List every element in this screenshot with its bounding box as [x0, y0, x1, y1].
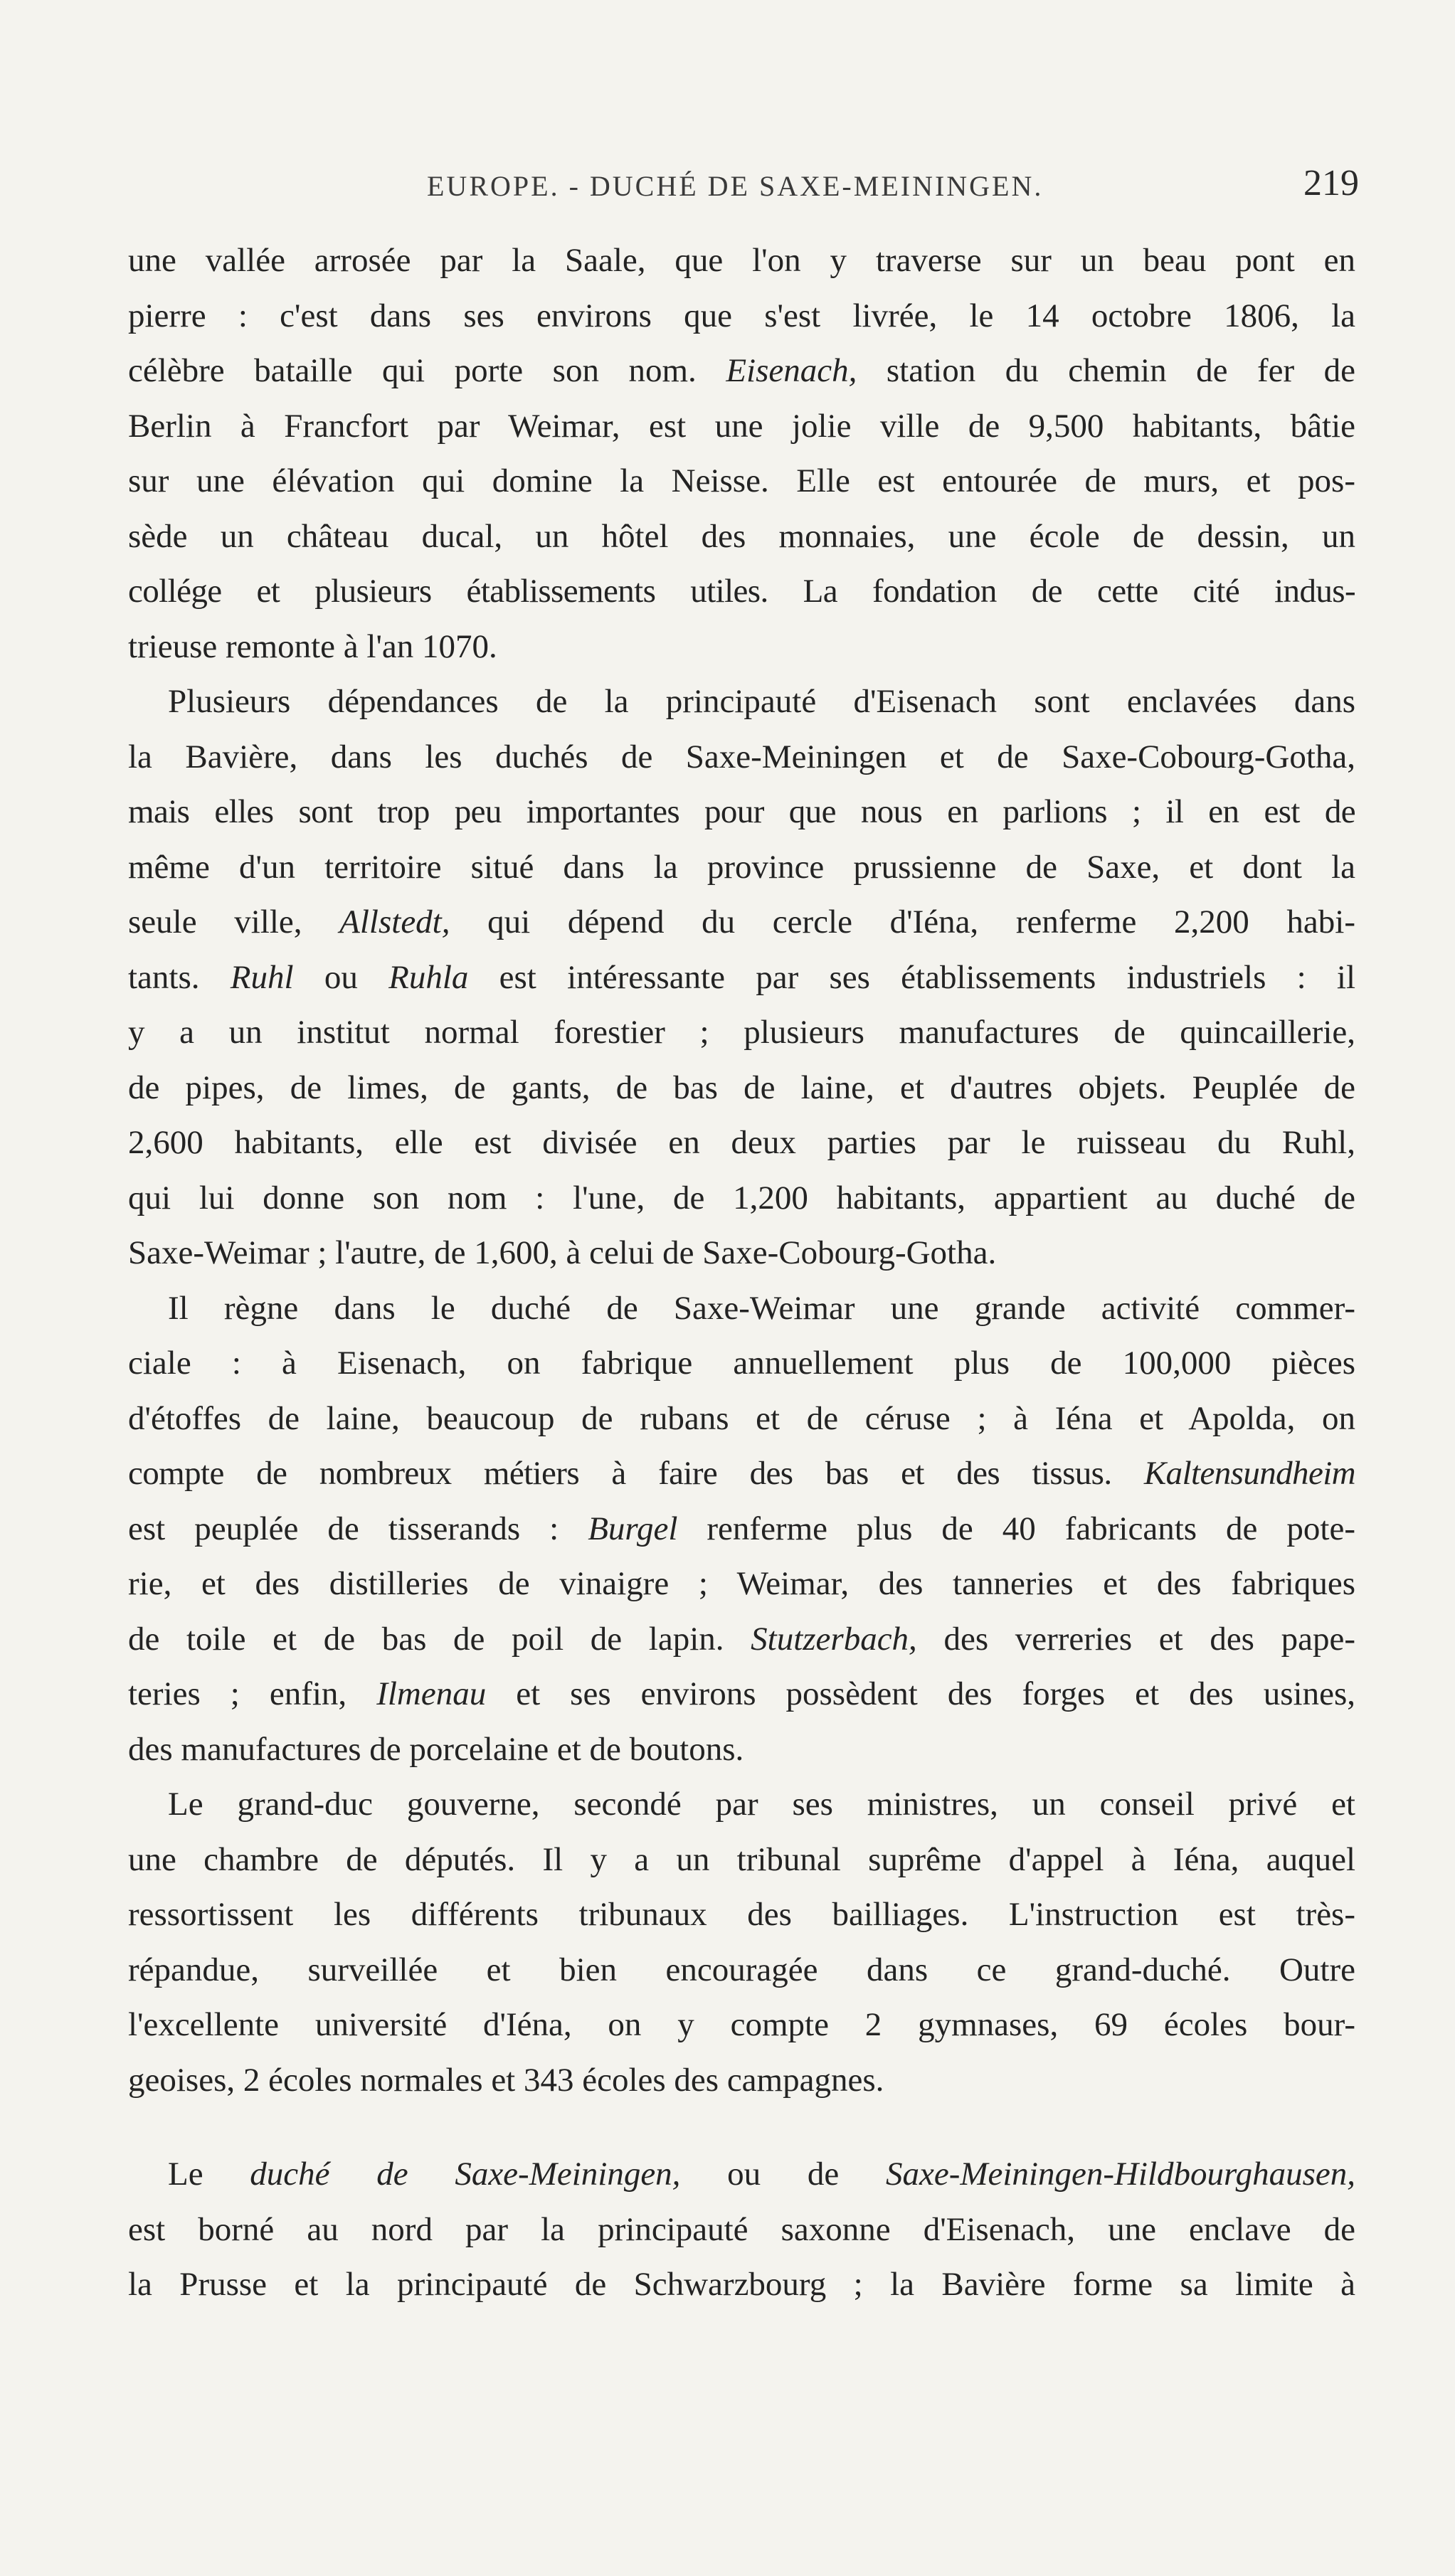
place-name-burgel: Burgel — [588, 1510, 678, 1547]
place-name-stutzerbach: Stutzerbach, — [751, 1620, 917, 1658]
text-line: de toile et de bas de poil de lapin. Stutzerbach, des verreries et des pape- — [128, 1620, 1355, 1658]
text-line: de pipes, de limes, de gants, de bas de laine, et d'autres objets. Peuplée de — [128, 1069, 1355, 1106]
text-line: des manufactures de porcelaine et de boutons. — [128, 1730, 744, 1768]
text-line: geoises, 2 écoles normales et 343 écoles des campagnes. — [128, 2061, 884, 2099]
text-line: rie, et des distilleries de vinaigre ; Weimar, des tanneries et des fabriques — [128, 1565, 1355, 1602]
text-line: Il règne dans le duché de Saxe-Weimar une grande activité commer- — [168, 1289, 1355, 1327]
text-line: une chambre de députés. Il y a un tribunal suprême d'appel à Iéna, auquel — [128, 1840, 1355, 1878]
text-line: est borné au nord par la principauté saxonne d'Eisenach, une enclave de — [128, 2210, 1355, 2248]
text-line: sur une élévation qui domine la Neisse. Elle est entourée de murs, et pos- — [128, 462, 1355, 499]
text-line: sède un château ducal, un hôtel des monnaies, une école de dessin, un — [128, 517, 1355, 555]
text-line: mais elles sont trop peu importantes pour que nous en parlions ; il en est de — [128, 793, 1355, 830]
text-line: d'étoffes de laine, beaucoup de rubans et de céruse ; à Iéna et Apolda, on — [128, 1399, 1355, 1437]
title-saxe-meiningen-hildbourghausen: Saxe-Meiningen-Hildbourghausen, — [885, 2156, 1355, 2193]
body-text — [128, 233, 1355, 2313]
paragraph-gap — [128, 2108, 1355, 2147]
text-line: pierre : c'est dans ses environs que s'est livrée, le 14 octobre 1806, la — [128, 297, 1355, 334]
text-line: compte de nombreux métiers à faire des bas et des tissus. Kaltensundheim — [128, 1455, 1355, 1492]
text-line: est peuplée de tisserands : Burgel renferme plus de 40 fabricants de pote- — [128, 1510, 1356, 1547]
place-name-ruhla: Ruhla — [388, 958, 469, 996]
text-line: qui lui donne son nom : l'une, de 1,200 habitants, appartient au duché de — [128, 1179, 1355, 1217]
place-name-allstedt: Allstedt, — [339, 903, 450, 940]
place-name-ruhl: Ruhl — [230, 958, 294, 996]
text-line: ciale : à Eisenach, on fabrique annuellement plus de 100,000 pièces — [128, 1345, 1355, 1382]
running-head-title: EUROPE. - DUCHÉ DE SAXE-MEININGEN. — [427, 170, 1044, 202]
place-name-eisenach: Eisenach, — [726, 352, 857, 389]
text-line: répandue, surveillée et bien encouragée dans ce grand-duché. Outre — [128, 1951, 1355, 1988]
text-line: Plusieurs dépendances de la principauté d'Eisenach sont enclavées dans — [168, 683, 1355, 720]
text-line: même d'un territoire situé dans la province prussienne de Saxe, et dont la — [128, 848, 1355, 886]
text-line: Le grand-duc gouverne, secondé par ses ministres, un conseil privé et — [168, 1786, 1355, 1823]
text-line: la Bavière, dans les duchés de Saxe-Meiningen et de Saxe-Cobourg-Gotha, — [128, 738, 1355, 775]
text-line: seule ville, Allstedt, qui dépend du cercle d'Iéna, renferme 2,200 habi- — [128, 903, 1356, 940]
text-line: la Prusse et la principauté de Schwarzbourg ; la Bavière forme sa limite à — [128, 2266, 1355, 2303]
text-line: l'excellente université d'Iéna, on y compte 2 gymnases, 69 écoles bour- — [128, 2006, 1355, 2043]
place-name-kaltensundheim: Kaltensundheim — [1143, 1455, 1355, 1492]
text-line: une vallée arrosée par la Saale, que l'on y traverse sur un beau pont en — [128, 242, 1355, 279]
text-line: trieuse remonte à l'an 1070. — [128, 627, 497, 665]
text-line: collége et plusieurs établissements utiles. La fondation de cette cité indus- — [128, 573, 1355, 610]
text-line: Le duché de Saxe-Meiningen, ou de Saxe-Meiningen-Hildbourghausen, — [168, 2156, 1355, 2193]
text-line: ressortissent les différents tribunaux des bailliages. L'instruction est très- — [128, 1896, 1355, 1933]
running-head — [128, 162, 1359, 212]
title-duche-saxe-meiningen: duché de Saxe-Meiningen, — [250, 2156, 681, 2193]
text-line: célèbre bataille qui porte son nom. Eisenach, station du chemin de fer de — [128, 352, 1356, 389]
text-line: Saxe-Weimar ; l'autre, de 1,600, à celui de Saxe-Cobourg-Gotha. — [128, 1234, 997, 1271]
place-name-ilmenau: Ilmenau — [376, 1675, 487, 1712]
text-line: teries ; enfin, Ilmenau et ses environs possèdent des forges et des usines, — [128, 1675, 1355, 1712]
text-line: 2,600 habitants, elle est divisée en deux parties par le ruisseau du Ruhl, — [128, 1124, 1355, 1161]
text-line: y a un institut normal forestier ; plusieurs manufactures de quincaillerie, — [128, 1014, 1355, 1051]
text-line: tants. Ruhl ou Ruhla est intéressante par ses établissements industriels : il — [128, 958, 1356, 996]
page-number: 219 — [1303, 163, 1359, 203]
text-line: Berlin à Francfort par Weimar, est une jolie ville de 9,500 habitants, bâtie — [128, 407, 1355, 445]
